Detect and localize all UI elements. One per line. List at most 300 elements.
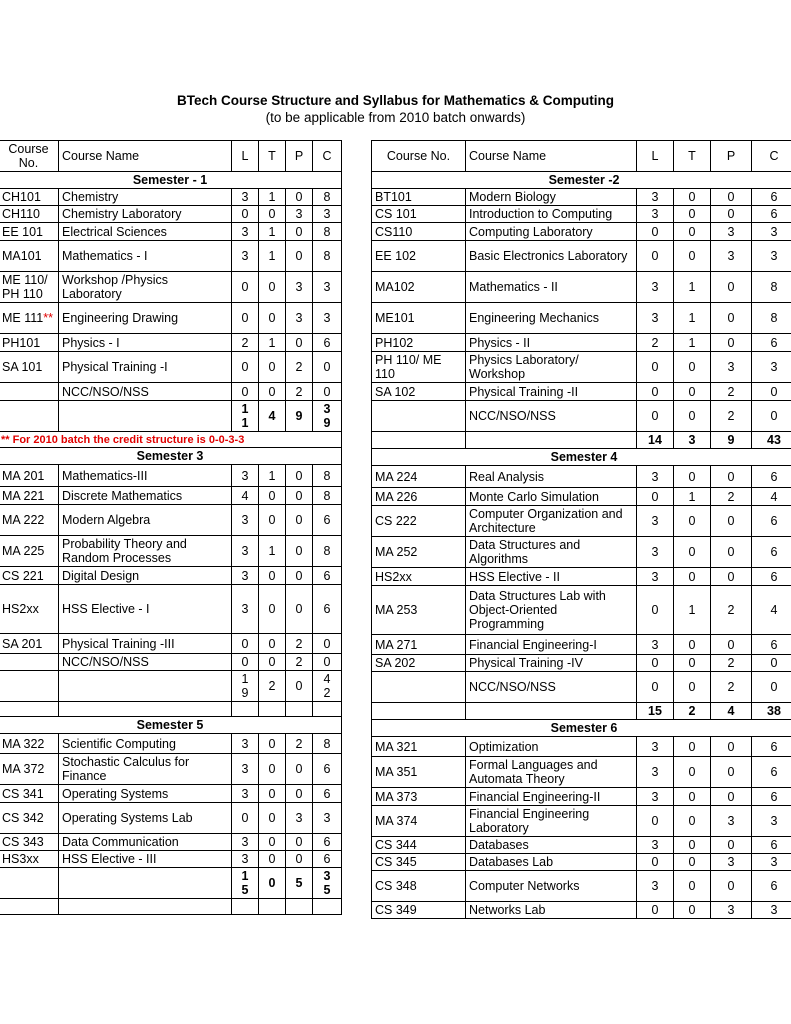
course-code-text: MA 226 — [375, 489, 418, 504]
course-name: Data Communication — [59, 834, 232, 851]
credit-p: 0 — [286, 851, 313, 868]
credit-l: 3 — [637, 189, 674, 206]
course-name: Discrete Mathematics — [59, 487, 232, 505]
credit-t: 1 — [259, 241, 286, 272]
credit-t: 0 — [259, 803, 286, 834]
credit-p: 2 — [286, 634, 313, 654]
credit-t: 1 — [259, 223, 286, 241]
sem2-course-row — [372, 223, 791, 241]
credit-c: 6 — [752, 635, 791, 655]
course-code-text: MA 222 — [2, 513, 45, 527]
credit-t: 0 — [259, 734, 286, 754]
semester-title-row — [372, 449, 791, 466]
total-p: 9 — [711, 432, 752, 449]
credit-t: 0 — [259, 851, 286, 868]
sem3-course-row — [0, 654, 342, 671]
credit-t: 1 — [259, 536, 286, 567]
credit-footnote: ** For 2010 batch the credit structure is 0-0-3-3 — [0, 432, 342, 448]
total-t: 3 — [674, 432, 711, 449]
credit-p: 0 — [711, 788, 752, 806]
credit-p: 2 — [286, 352, 313, 383]
course-code-text: MA 201 — [2, 468, 45, 483]
course-code — [372, 506, 466, 537]
stacked-total-value: 1 1 — [241, 402, 249, 430]
course-code-text: MA 321 — [375, 739, 418, 754]
course-code-text: MA102 — [375, 280, 415, 294]
course-code — [372, 488, 466, 506]
credit-c: 6 — [313, 567, 342, 585]
credit-p: 3 — [711, 223, 752, 241]
course-code-text: MA 374 — [375, 814, 418, 828]
course-code — [0, 383, 59, 401]
course-code — [372, 223, 466, 241]
credit-t: 0 — [259, 785, 286, 803]
course-name: Physics - II — [466, 334, 637, 352]
credit-c: 0 — [752, 655, 791, 672]
credit-l: 0 — [232, 352, 259, 383]
credit-l: 0 — [232, 383, 259, 401]
credit-t: 0 — [674, 871, 711, 902]
sem3-course-row — [0, 634, 342, 654]
credit-p: 0 — [286, 567, 313, 585]
credit-p: 3 — [286, 272, 313, 303]
course-name: Monte Carlo Simulation — [466, 488, 637, 506]
course-code-text: MA 252 — [375, 545, 418, 559]
course-name: HSS Elective - I — [59, 585, 232, 634]
course-name: Financial Engineering-I — [466, 635, 637, 655]
course-name: Modern Biology — [466, 189, 637, 206]
credit-header: C — [752, 141, 791, 172]
credit-c: 6 — [752, 737, 791, 757]
credit-p: 3 — [286, 803, 313, 834]
credit-c: 6 — [313, 585, 342, 634]
credit-p: 0 — [286, 834, 313, 851]
total-l: 15 — [637, 703, 674, 720]
course-code — [0, 352, 59, 383]
stacked-total-value: 1 5 — [241, 869, 249, 897]
credit-t: 0 — [674, 655, 711, 672]
stacked-total-value: 3 9 — [323, 402, 331, 430]
credit-l: 0 — [637, 806, 674, 837]
course-code — [372, 189, 466, 206]
credit-l: 0 — [232, 803, 259, 834]
total-p: 4 — [711, 703, 752, 720]
course-code-text: CS 341 — [2, 786, 44, 801]
course-code — [372, 466, 466, 488]
credit-t: 0 — [259, 634, 286, 654]
credit-l: 3 — [232, 189, 259, 206]
course-code-text: PH102 — [375, 335, 414, 350]
sem2-course-row — [372, 272, 791, 303]
credit-c: 4 — [752, 488, 791, 506]
credit-c: 0 — [313, 634, 342, 654]
course-code — [0, 634, 59, 654]
course-code — [372, 401, 466, 432]
course-code-text: MA 224 — [375, 469, 418, 484]
course-code — [372, 854, 466, 871]
credit-p: 0 — [711, 466, 752, 488]
course-code — [372, 806, 466, 837]
course-name: HSS Elective - III — [59, 851, 232, 868]
sem2-course-row — [372, 334, 791, 352]
course-code — [372, 655, 466, 672]
credit-c: 3 — [752, 352, 791, 383]
credit-c: 0 — [752, 672, 791, 703]
course-code — [0, 785, 59, 803]
credit-p: 0 — [286, 505, 313, 536]
credit-c: 8 — [313, 189, 342, 206]
course-code-text: CS 344 — [375, 838, 417, 852]
empty-cell — [313, 899, 342, 915]
credit-t: 1 — [674, 586, 711, 635]
sem6-course-row — [372, 871, 791, 902]
course-code — [0, 654, 59, 671]
sem6-course-row — [372, 902, 791, 919]
course-name: Financial Engineering Laboratory — [466, 806, 637, 837]
credit-t: 0 — [674, 401, 711, 432]
empty-cell — [259, 899, 286, 915]
credit-p: 0 — [711, 206, 752, 223]
credit-t: 1 — [674, 272, 711, 303]
credit-p: 3 — [711, 352, 752, 383]
credit-t: 0 — [674, 383, 711, 401]
course-name: Physical Training -II — [466, 383, 637, 401]
course-code — [372, 206, 466, 223]
credit-c: 6 — [313, 505, 342, 536]
credit-t: 0 — [259, 567, 286, 585]
page-title: BTech Course Structure and Syllabus for Mathematics & Computing — [176, 93, 615, 108]
course-code — [372, 352, 466, 383]
credit-t: 0 — [674, 537, 711, 568]
credit-c: 8 — [313, 223, 342, 241]
sem4-course-row — [372, 466, 791, 488]
course-code — [0, 567, 59, 585]
empty-cell — [286, 702, 313, 717]
course-code — [372, 568, 466, 586]
sem2-course-row — [372, 206, 791, 223]
course-code-text: ME 111 — [2, 311, 44, 325]
practical-header: P — [711, 141, 752, 172]
course-code — [372, 334, 466, 352]
empty-cell — [259, 702, 286, 717]
empty-cell — [232, 702, 259, 717]
course-name: Computing Laboratory — [466, 223, 637, 241]
credit-c: 6 — [752, 568, 791, 586]
course-no-header: Course No. — [372, 141, 466, 172]
credit-t: 0 — [259, 272, 286, 303]
sem1-total-row — [0, 401, 342, 432]
semester-title-row — [372, 720, 791, 737]
sem5-course-row — [0, 734, 342, 754]
course-code-text: PH101 — [2, 335, 41, 350]
credit-l: 0 — [637, 655, 674, 672]
credit-p: 0 — [286, 785, 313, 803]
course-name: Real Analysis — [466, 466, 637, 488]
course-name: Operating Systems Lab — [59, 803, 232, 834]
credit-l: 3 — [232, 785, 259, 803]
tutorial-header: T — [674, 141, 711, 172]
course-code — [0, 272, 59, 303]
credit-p: 0 — [286, 334, 313, 352]
credit-p: 0 — [711, 568, 752, 586]
empty-cell — [59, 671, 232, 702]
credit-t: 1 — [674, 488, 711, 506]
credit-l: 3 — [637, 506, 674, 537]
credit-c: 8 — [313, 487, 342, 505]
course-code-text: CS 348 — [375, 879, 417, 893]
total-l — [232, 868, 259, 899]
credit-c: 3 — [313, 803, 342, 834]
empty-cell — [59, 899, 232, 915]
course-code — [0, 206, 59, 223]
total-l: 14 — [637, 432, 674, 449]
page-subtitle: (to be applicable from 2010 batch onwards) — [265, 110, 526, 125]
credit-p: 2 — [286, 383, 313, 401]
course-code-text: MA 225 — [2, 544, 45, 558]
credit-c: 8 — [313, 241, 342, 272]
credit-p: 3 — [711, 806, 752, 837]
sem3-course-row — [0, 567, 342, 585]
course-code — [0, 734, 59, 754]
semester-title-row — [0, 172, 342, 189]
total-c — [313, 401, 342, 432]
credit-c: 6 — [752, 757, 791, 788]
right-course-table — [371, 140, 791, 919]
credit-t: 0 — [674, 223, 711, 241]
credit-l: 3 — [637, 871, 674, 902]
credit-p: 0 — [711, 635, 752, 655]
lecture-header: L — [232, 141, 259, 172]
credit-p: 2 — [711, 401, 752, 432]
course-name: Basic Electronics Laboratory — [466, 241, 637, 272]
credit-l: 3 — [232, 567, 259, 585]
empty-cell — [0, 899, 59, 915]
course-name: Computer Networks — [466, 871, 637, 902]
credit-l: 0 — [637, 241, 674, 272]
course-code-text: CS 222 — [375, 514, 417, 528]
course-name: NCC/NSO/NSS — [59, 383, 232, 401]
total-c — [313, 868, 342, 899]
credit-p: 0 — [711, 303, 752, 334]
sem3-course-row — [0, 505, 342, 536]
credit-p: 2 — [286, 654, 313, 671]
credit-p: 0 — [286, 223, 313, 241]
credit-c: 6 — [752, 189, 791, 206]
credit-c: 6 — [752, 506, 791, 537]
semester-title-row — [372, 172, 791, 189]
credit-c: 3 — [313, 206, 342, 223]
credit-c: 6 — [313, 834, 342, 851]
credit-l: 0 — [232, 303, 259, 334]
total-p: 0 — [286, 671, 313, 702]
empty-cell — [59, 702, 232, 717]
sem3-course-row — [0, 465, 342, 487]
credit-t: 0 — [674, 672, 711, 703]
credit-p: 3 — [286, 206, 313, 223]
credit-p: 2 — [711, 672, 752, 703]
course-code-text: HS2xx — [2, 602, 39, 616]
credit-t: 0 — [674, 737, 711, 757]
credit-p: 0 — [286, 536, 313, 567]
credit-l: 3 — [232, 505, 259, 536]
sem4-course-row — [372, 488, 791, 506]
credit-t: 0 — [674, 206, 711, 223]
course-name: HSS Elective - II — [466, 568, 637, 586]
total-p: 5 — [286, 868, 313, 899]
sem2-course-row — [372, 303, 791, 334]
credit-c: 3 — [752, 902, 791, 919]
sem5-course-row — [0, 785, 342, 803]
credit-l: 0 — [232, 272, 259, 303]
empty-cell — [59, 868, 232, 899]
credit-l: 3 — [637, 303, 674, 334]
credit-l: 3 — [232, 754, 259, 785]
credit-c: 6 — [752, 537, 791, 568]
sem1-course-row — [0, 241, 342, 272]
total-p: 9 — [286, 401, 313, 432]
credit-l: 3 — [232, 536, 259, 567]
course-code — [372, 672, 466, 703]
course-name: NCC/NSO/NSS — [466, 672, 637, 703]
credit-l: 0 — [637, 902, 674, 919]
semester-title-row — [0, 717, 342, 734]
course-code-text: MA 372 — [2, 762, 45, 776]
course-code-text: BT101 — [375, 190, 412, 204]
credit-c: 0 — [313, 383, 342, 401]
credit-p: 3 — [711, 241, 752, 272]
credit-t: 0 — [259, 505, 286, 536]
footnote-row — [0, 432, 342, 448]
credit-p: 2 — [711, 488, 752, 506]
blank-row — [0, 899, 342, 915]
credit-l: 3 — [637, 537, 674, 568]
course-name: Scientific Computing — [59, 734, 232, 754]
credit-l: 2 — [637, 334, 674, 352]
credit-c: 8 — [313, 465, 342, 487]
course-code-text: SA 202 — [375, 656, 416, 670]
sem6-course-row — [372, 837, 791, 854]
sem5-title: Semester 5 — [0, 717, 342, 734]
sem1-course-row — [0, 189, 342, 206]
credit-l: 4 — [232, 487, 259, 505]
course-code — [0, 465, 59, 487]
course-code-text: CS 349 — [375, 903, 417, 917]
credit-p: 3 — [711, 854, 752, 871]
credit-t: 0 — [259, 206, 286, 223]
course-name: Computer Organization and Architecture — [466, 506, 637, 537]
total-t: 2 — [259, 671, 286, 702]
course-name: NCC/NSO/NSS — [59, 654, 232, 671]
empty-cell — [0, 671, 59, 702]
course-code-text: CS 221 — [2, 568, 44, 583]
credit-p: 3 — [711, 902, 752, 919]
sem6-course-row — [372, 854, 791, 871]
credit-t: 0 — [674, 806, 711, 837]
credit-c: 6 — [752, 871, 791, 902]
credit-c: 6 — [752, 206, 791, 223]
course-name: Physical Training -III — [59, 634, 232, 654]
total-c: 43 — [752, 432, 791, 449]
credit-l: 3 — [637, 757, 674, 788]
credit-t: 0 — [674, 506, 711, 537]
course-name: Operating Systems — [59, 785, 232, 803]
total-t: 0 — [259, 868, 286, 899]
sem1-title: Semester - 1 — [0, 172, 342, 189]
credit-c: 6 — [752, 334, 791, 352]
course-code — [372, 272, 466, 303]
sem5-course-row — [0, 803, 342, 834]
credit-p: 0 — [286, 487, 313, 505]
credit-p: 2 — [711, 383, 752, 401]
course-code — [0, 223, 59, 241]
credit-c: 6 — [752, 466, 791, 488]
credit-p: 2 — [286, 734, 313, 754]
course-code — [0, 803, 59, 834]
credit-c: 3 — [313, 303, 342, 334]
semester-title-row — [0, 448, 342, 465]
course-name: NCC/NSO/NSS — [466, 401, 637, 432]
course-name: Networks Lab — [466, 902, 637, 919]
credit-l: 0 — [232, 206, 259, 223]
credit-t: 0 — [259, 303, 286, 334]
course-code-text: MA101 — [2, 249, 42, 263]
course-code-text: SA 201 — [2, 636, 43, 651]
sem5-course-row — [0, 851, 342, 868]
course-code — [0, 585, 59, 634]
course-code — [0, 754, 59, 785]
credit-t: 0 — [674, 241, 711, 272]
credit-c: 3 — [752, 223, 791, 241]
sem1-course-row — [0, 352, 342, 383]
sem3-course-row — [0, 536, 342, 567]
credit-p: 0 — [711, 334, 752, 352]
credit-c: 6 — [313, 785, 342, 803]
course-code — [0, 487, 59, 505]
credit-p: 2 — [711, 586, 752, 635]
course-code-text: PH 110/ ME 110 — [375, 353, 442, 381]
credit-l: 0 — [232, 654, 259, 671]
course-code-text: CS 101 — [375, 207, 417, 221]
course-code-text: SA 102 — [375, 384, 416, 399]
stacked-total-value: 4 2 — [323, 672, 331, 700]
stacked-total-value: 3 5 — [323, 869, 331, 897]
course-name: Databases Lab — [466, 854, 637, 871]
credit-l: 0 — [637, 401, 674, 432]
credit-p: 0 — [711, 189, 752, 206]
credit-header: C — [313, 141, 342, 172]
course-code — [372, 241, 466, 272]
sem1-course-row — [0, 383, 342, 401]
course-code — [0, 303, 59, 334]
course-code-text: HS2xx — [375, 569, 412, 584]
credit-l: 0 — [637, 488, 674, 506]
course-name: Optimization — [466, 737, 637, 757]
course-code-text: EE 102 — [375, 249, 417, 263]
course-name: Mathematics - II — [466, 272, 637, 303]
course-name-header: Course Name — [466, 141, 637, 172]
credit-l: 2 — [232, 334, 259, 352]
sem2-course-row — [372, 241, 791, 272]
course-code-text: CS 345 — [375, 855, 417, 869]
credit-t: 1 — [674, 303, 711, 334]
credit-t: 0 — [674, 189, 711, 206]
total-c: 38 — [752, 703, 791, 720]
course-name: Engineering Mechanics — [466, 303, 637, 334]
sem5-total-row — [0, 868, 342, 899]
course-code — [372, 757, 466, 788]
empty-cell — [0, 401, 59, 432]
sem5-course-row — [0, 834, 342, 851]
